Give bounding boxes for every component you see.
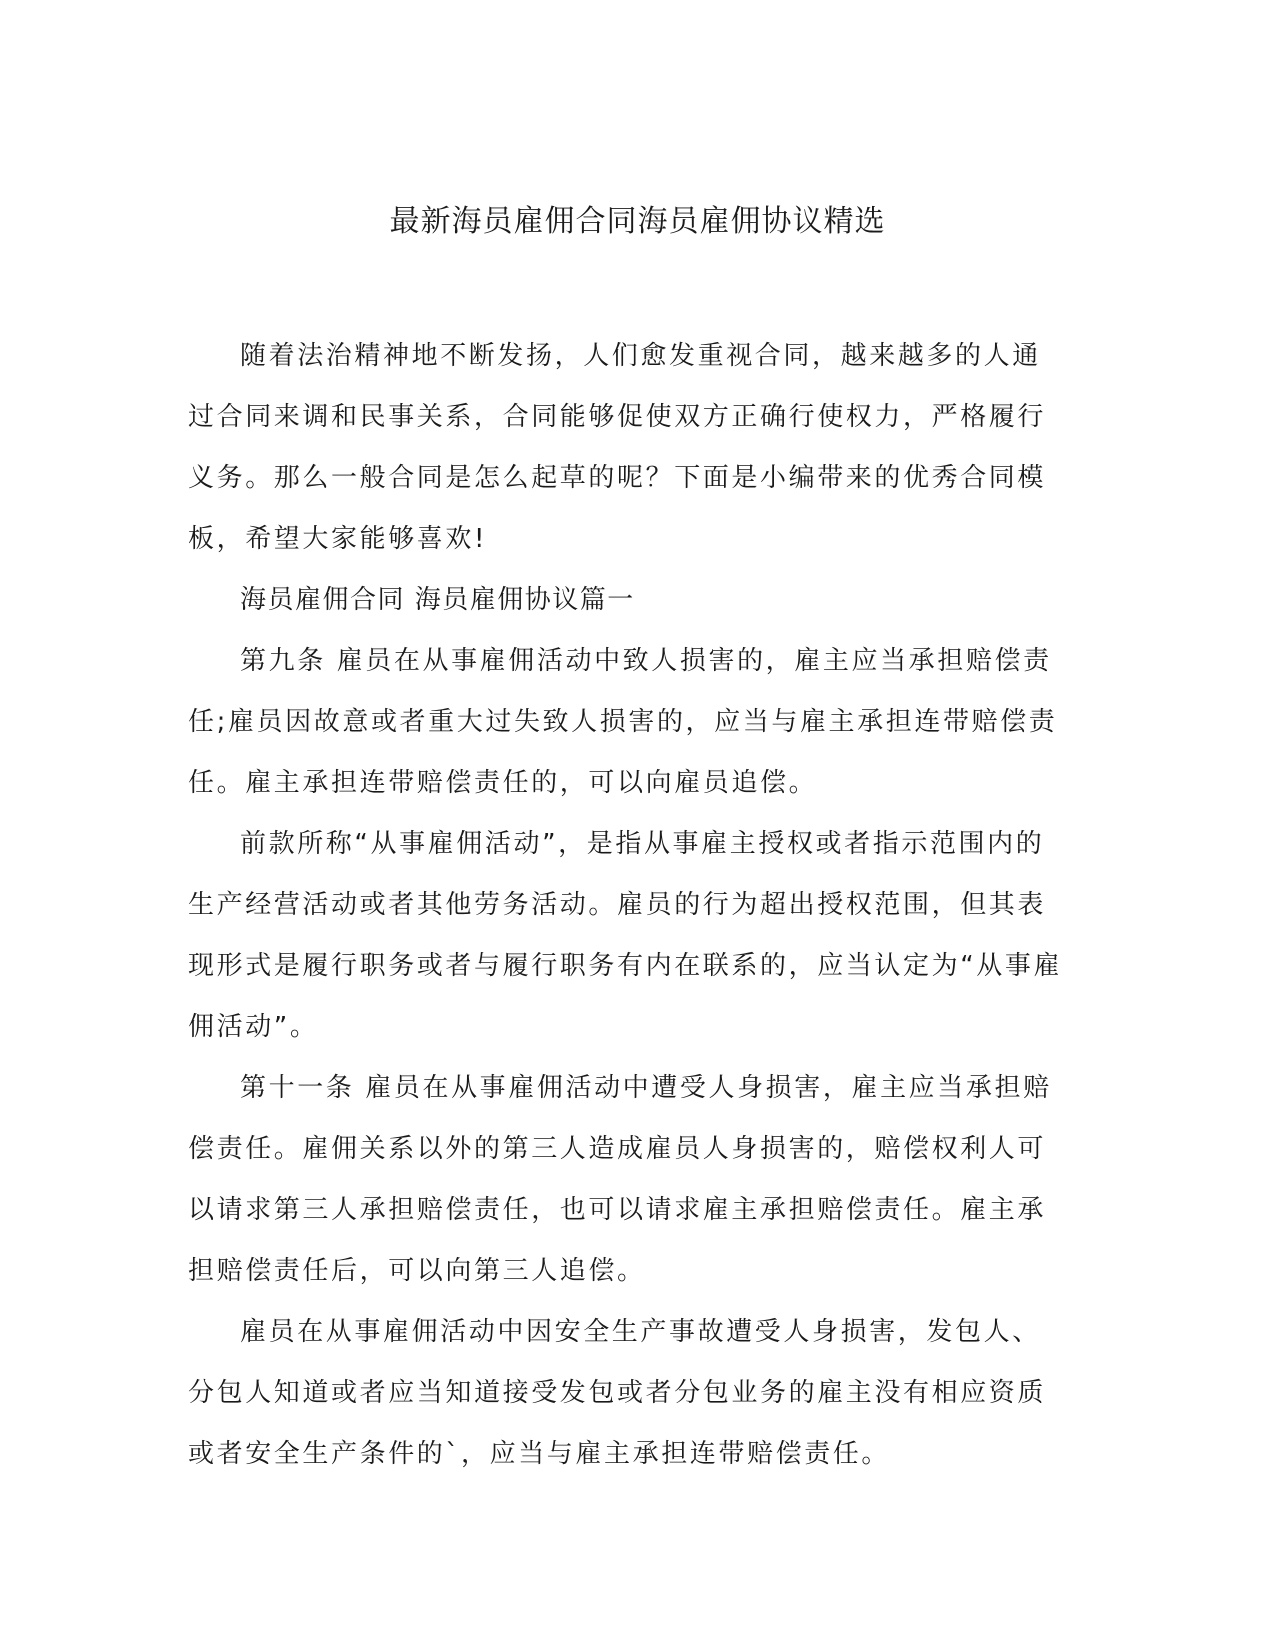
definition-paragraph: 前款所称“从事雇佣活动”，是指从事雇主授权或者指示范围内的生产经营活动或者其他劳务活动。雇员的行为超出授权范围，但其表现形式是履行职务或者与履行职务有内在联系的，应当认定为“从事雇佣活动”。 [188, 829, 1063, 1042]
intro-paragraph: 随着法治精神地不断发扬，人们愈发重视合同，越来越多的人通过合同来调和民事关系，合同能够促使双方正确行使权力，严格履行义务。那么一般合同是怎么起草的呢？下面是小编带来的优秀合同模板，希望大家能够喜欢! [188, 341, 1047, 554]
article-9-paragraph: 第九条 雇员在从事雇佣活动中致人损害的，雇主应当承担赔偿责任;雇员因故意或者重大过失致人损害的，应当与雇主承担连带赔偿责任。雇主承担连带赔偿责任的，可以向雇员追偿。 [188, 646, 1058, 798]
article-11-paragraph: 第十一条 雇员在从事雇佣活动中遭受人身损害，雇主应当承担赔偿责任。雇佣关系以外的第三人造成雇员人身损害的，赔偿权利人可以请求第三人承担赔偿责任，也可以请求雇主承担赔偿责任。雇主承担赔偿责任后，可以向第三人追偿。 [188, 1073, 1052, 1286]
section-heading: 海员雇佣合同 海员雇佣协议篇一 [240, 585, 635, 615]
safety-paragraph: 雇员在从事雇佣活动中因安全生产事故遭受人身损害，发包人、分包人知道或者应当知道接受发包或者分包业务的雇主没有相应资质或者安全生产条件的`，应当与雇主承担连带赔偿责任。 [188, 1317, 1047, 1469]
document-body [188, 326, 1068, 1485]
document-title: 最新海员雇佣合同海员雇佣协议精选 [389, 204, 886, 239]
